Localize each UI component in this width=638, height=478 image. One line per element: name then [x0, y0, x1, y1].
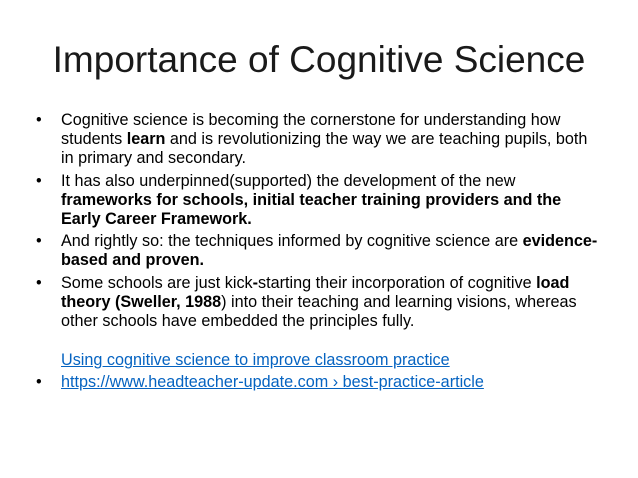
bullet-marker: •	[36, 171, 42, 190]
bullet-marker: •	[36, 373, 42, 392]
bullet-item: • It has also underpinned(supported) the development of the new frameworks for schools, initial teacher training providers and the Early Career Framework.	[36, 171, 562, 229]
link-line	[36, 351, 602, 370]
bullet-item: • And rightly so: the techniques informed by cognitive science are evidence-based and proven.	[36, 232, 598, 270]
bullet-marker: •	[36, 111, 42, 129]
slide-body	[36, 111, 602, 396]
bullet-item: • Some schools are just kick-starting their incorporation of cognitive load theory (Sweller, 1988) into their teaching and learning visions, whereas other schools have embedded the principles fully.	[36, 273, 577, 331]
bullet-item: • Cognitive science is becoming the cornerstone for understanding how students learn and is revolutionizing the way we are teaching pupils, both in primary and secondary.	[36, 111, 588, 168]
slide-title: Importance of Cognitive Science	[52, 39, 586, 80]
bullet-item	[36, 373, 602, 392]
link-headteacher-update[interactable]: https://www.headteacher-update.com › best-practice-article	[61, 373, 484, 392]
spacer	[36, 334, 602, 351]
bullet-marker: •	[36, 232, 42, 251]
link-cognitive-science-article[interactable]: Using cognitive science to improve classroom practice	[61, 351, 450, 370]
bullet-marker: •	[36, 273, 42, 292]
